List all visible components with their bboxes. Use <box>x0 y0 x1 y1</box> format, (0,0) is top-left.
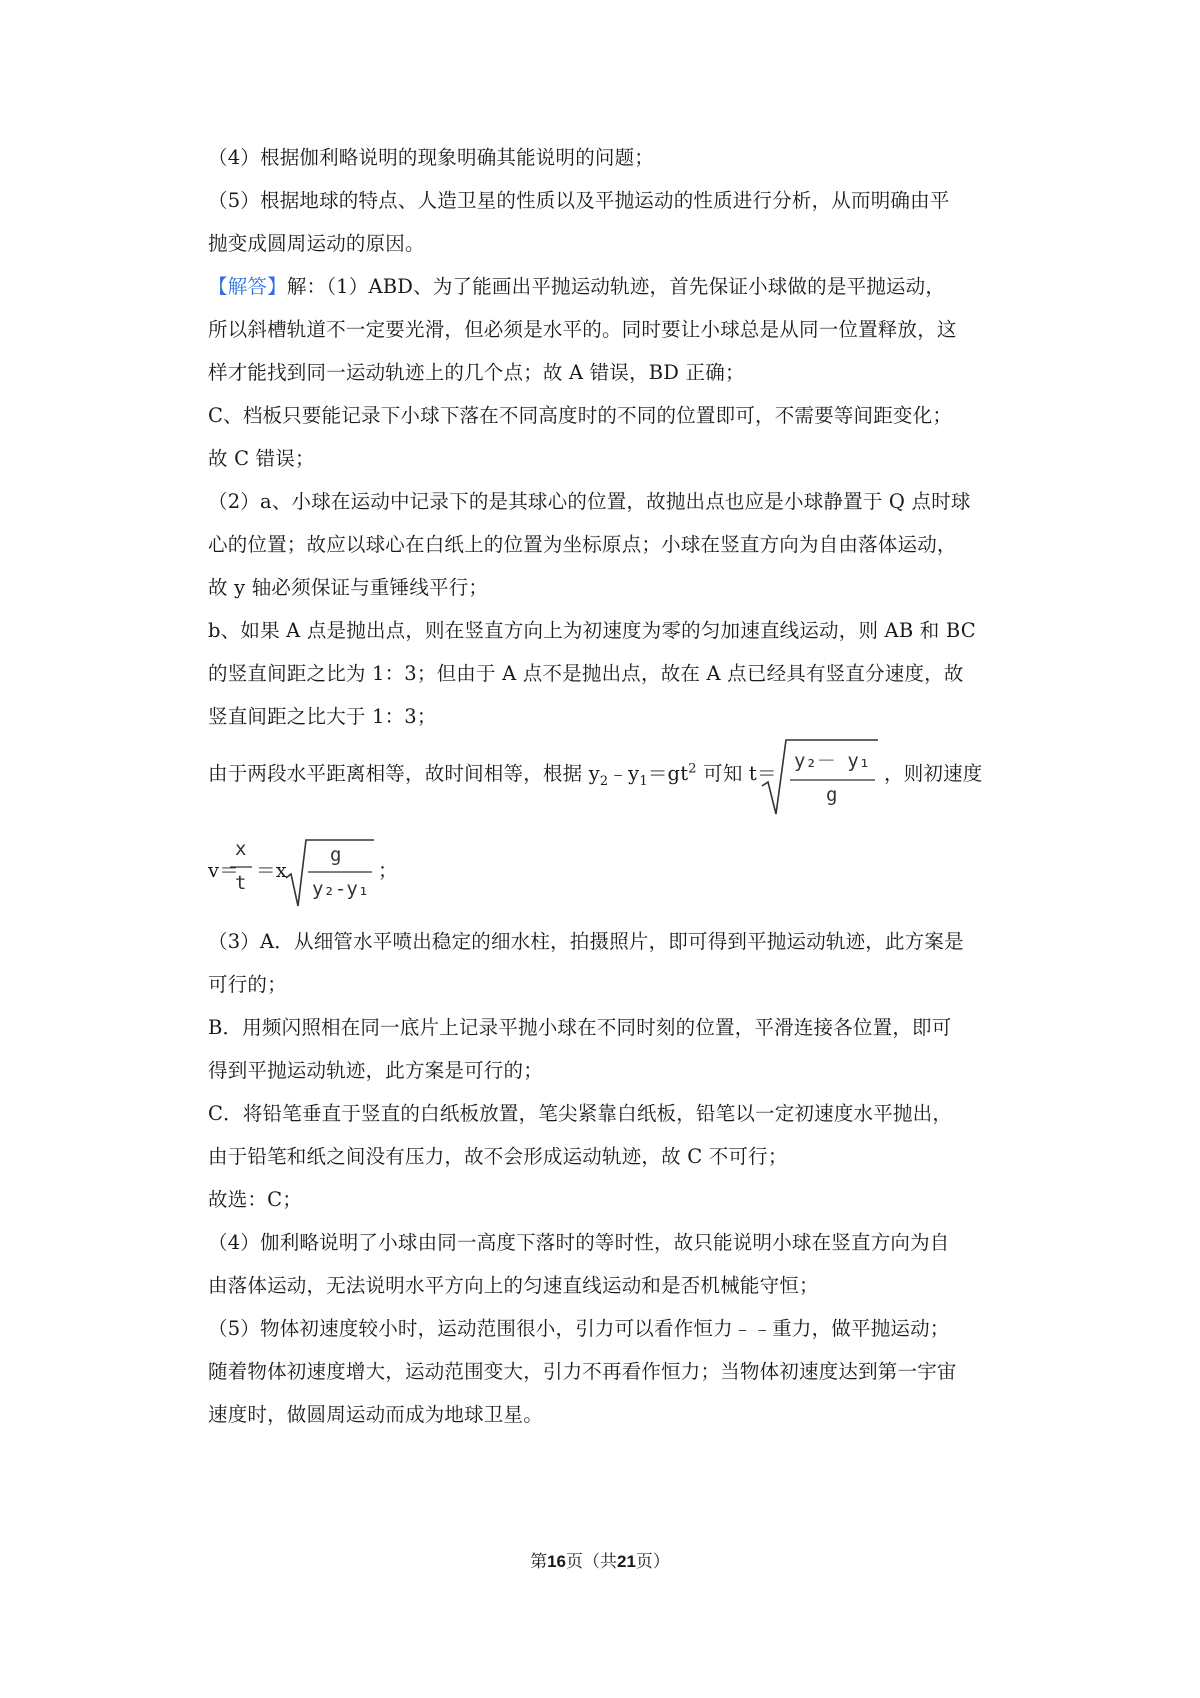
formula-text: ＝x <box>256 859 287 882</box>
answer-line <box>208 273 945 301</box>
footer-text: 页） <box>635 1552 670 1572</box>
formula-text-tail: ，则初速度 <box>884 762 983 785</box>
text-line: （2）a、小球在运动中记录下的是其球心的位置，故抛出点也应是小球静置于 Q 点时球 <box>208 490 971 513</box>
text-line: b、如果 A 点是抛出点，则在竖直方向上为初速度为零的匀加速直线运动，则 AB 和 BC <box>208 619 976 642</box>
footer-text: 第 <box>530 1552 548 1572</box>
answer-tag: 【解答】 <box>208 275 287 298</box>
page-footer <box>0 1551 1200 1573</box>
text-line: （5）根据地球的特点、人造卫星的性质以及平抛运动的性质进行分析，从而明确由平 <box>208 189 950 212</box>
text-line: 所以斜槽轨道不一定要光滑，但必须是水平的。同时要让小球总是从同一位置释放，这 <box>208 318 957 341</box>
answer-text: 解：（1）ABD、为了能画出平抛运动轨迹，首先保证小球做的是平抛运动， <box>286 275 946 298</box>
text-line: 竖直间距之比大于 1：3； <box>208 705 437 728</box>
text-line: 故 C 错误； <box>208 447 315 470</box>
radical-denominator: g <box>826 784 838 806</box>
text-line: B．用频闪照相在同一底片上记录平抛小球在不同时刻的位置，平滑连接各位置，即可 <box>208 1016 952 1039</box>
formula-text: 由于两段水平距离相等，故时间相等，根据 y <box>208 762 600 785</box>
text-line: 速度时，做圆周运动而成为地球卫星。 <box>208 1403 543 1426</box>
fraction-denominator: t <box>235 872 247 894</box>
text-line: （4）伽利略说明了小球由同一高度下落时的等时性，故只能说明小球在竖直方向为自 <box>208 1231 950 1254</box>
text-line: （3）A．从细管水平喷出稳定的细水柱，拍摄照片，即可得到平抛运动轨迹，此方案是 <box>208 930 964 953</box>
superscript: 2 <box>688 761 697 777</box>
text-line: （4）根据伽利略说明的现象明确其能说明的问题； <box>208 146 655 169</box>
formula-text: ﹣y <box>608 762 640 785</box>
text-line: 的竖直间距之比为 1：3；但由于 A 点不是抛出点，故在 A 点已经具有竖直分速度，故 <box>208 662 964 685</box>
radical-numerator: y₂－ y₁ <box>794 750 871 772</box>
formula-text: 可知 t＝ <box>696 762 777 785</box>
text-line: 样才能找到同一运动轨迹上的几个点；故 A 错误，BD 正确； <box>208 361 745 384</box>
subscript: 1 <box>639 773 648 789</box>
fraction-bar-icon <box>228 838 258 904</box>
text-line: C．将铅笔垂直于竖直的白纸板放置，笔尖紧靠白纸板，铅笔以一定初速度水平抛出， <box>208 1102 953 1125</box>
radical-t <box>760 738 880 816</box>
footer-text: 页（共 <box>566 1552 617 1572</box>
text-line: 故 y 轴必须保证与重锤线平行； <box>208 576 489 599</box>
text-line: C、档板只要能记录下小球下落在不同高度时的不同的位置即可，不需要等间距变化； <box>208 404 953 427</box>
formula-text: v＝ <box>208 859 239 882</box>
fraction-numerator: x <box>235 838 247 860</box>
text-line: 由落体运动，无法说明水平方向上的匀速直线运动和是否机械能守恒； <box>208 1274 819 1297</box>
radical-v <box>284 838 376 908</box>
text-line: （5）物体初速度较小时，运动范围很小，引力可以看作恒力﹣﹣重力，做平抛运动； <box>208 1317 950 1340</box>
page-number: 16 <box>547 1552 566 1571</box>
text-line: 心的位置；故应以球心在白纸上的位置为坐标原点；小球在竖直方向为自由落体运动， <box>208 533 957 556</box>
text-line: 随着物体初速度增大，运动范围变大，引力不再看作恒力；当物体初速度达到第一宇宙 <box>208 1360 957 1383</box>
formula-text: ； <box>378 859 398 882</box>
radical-denominator: y₂-y₁ <box>312 878 370 900</box>
page-total: 21 <box>617 1552 636 1571</box>
fraction-x-over-t <box>228 838 258 904</box>
text-line: 抛变成圆周运动的原因。 <box>208 232 425 255</box>
text-line: 可行的； <box>208 973 287 996</box>
text-line: 故选：C； <box>208 1188 302 1211</box>
formula-line-1 <box>208 760 777 788</box>
formula-text: ＝gt <box>647 762 689 785</box>
text-line: 得到平抛运动轨迹，此方案是可行的； <box>208 1059 543 1082</box>
radical-numerator: g <box>330 844 342 866</box>
subscript: 2 <box>599 773 609 789</box>
text-line: 由于铅笔和纸之间没有压力，故不会形成运动轨迹，故 C 不可行； <box>208 1145 788 1168</box>
